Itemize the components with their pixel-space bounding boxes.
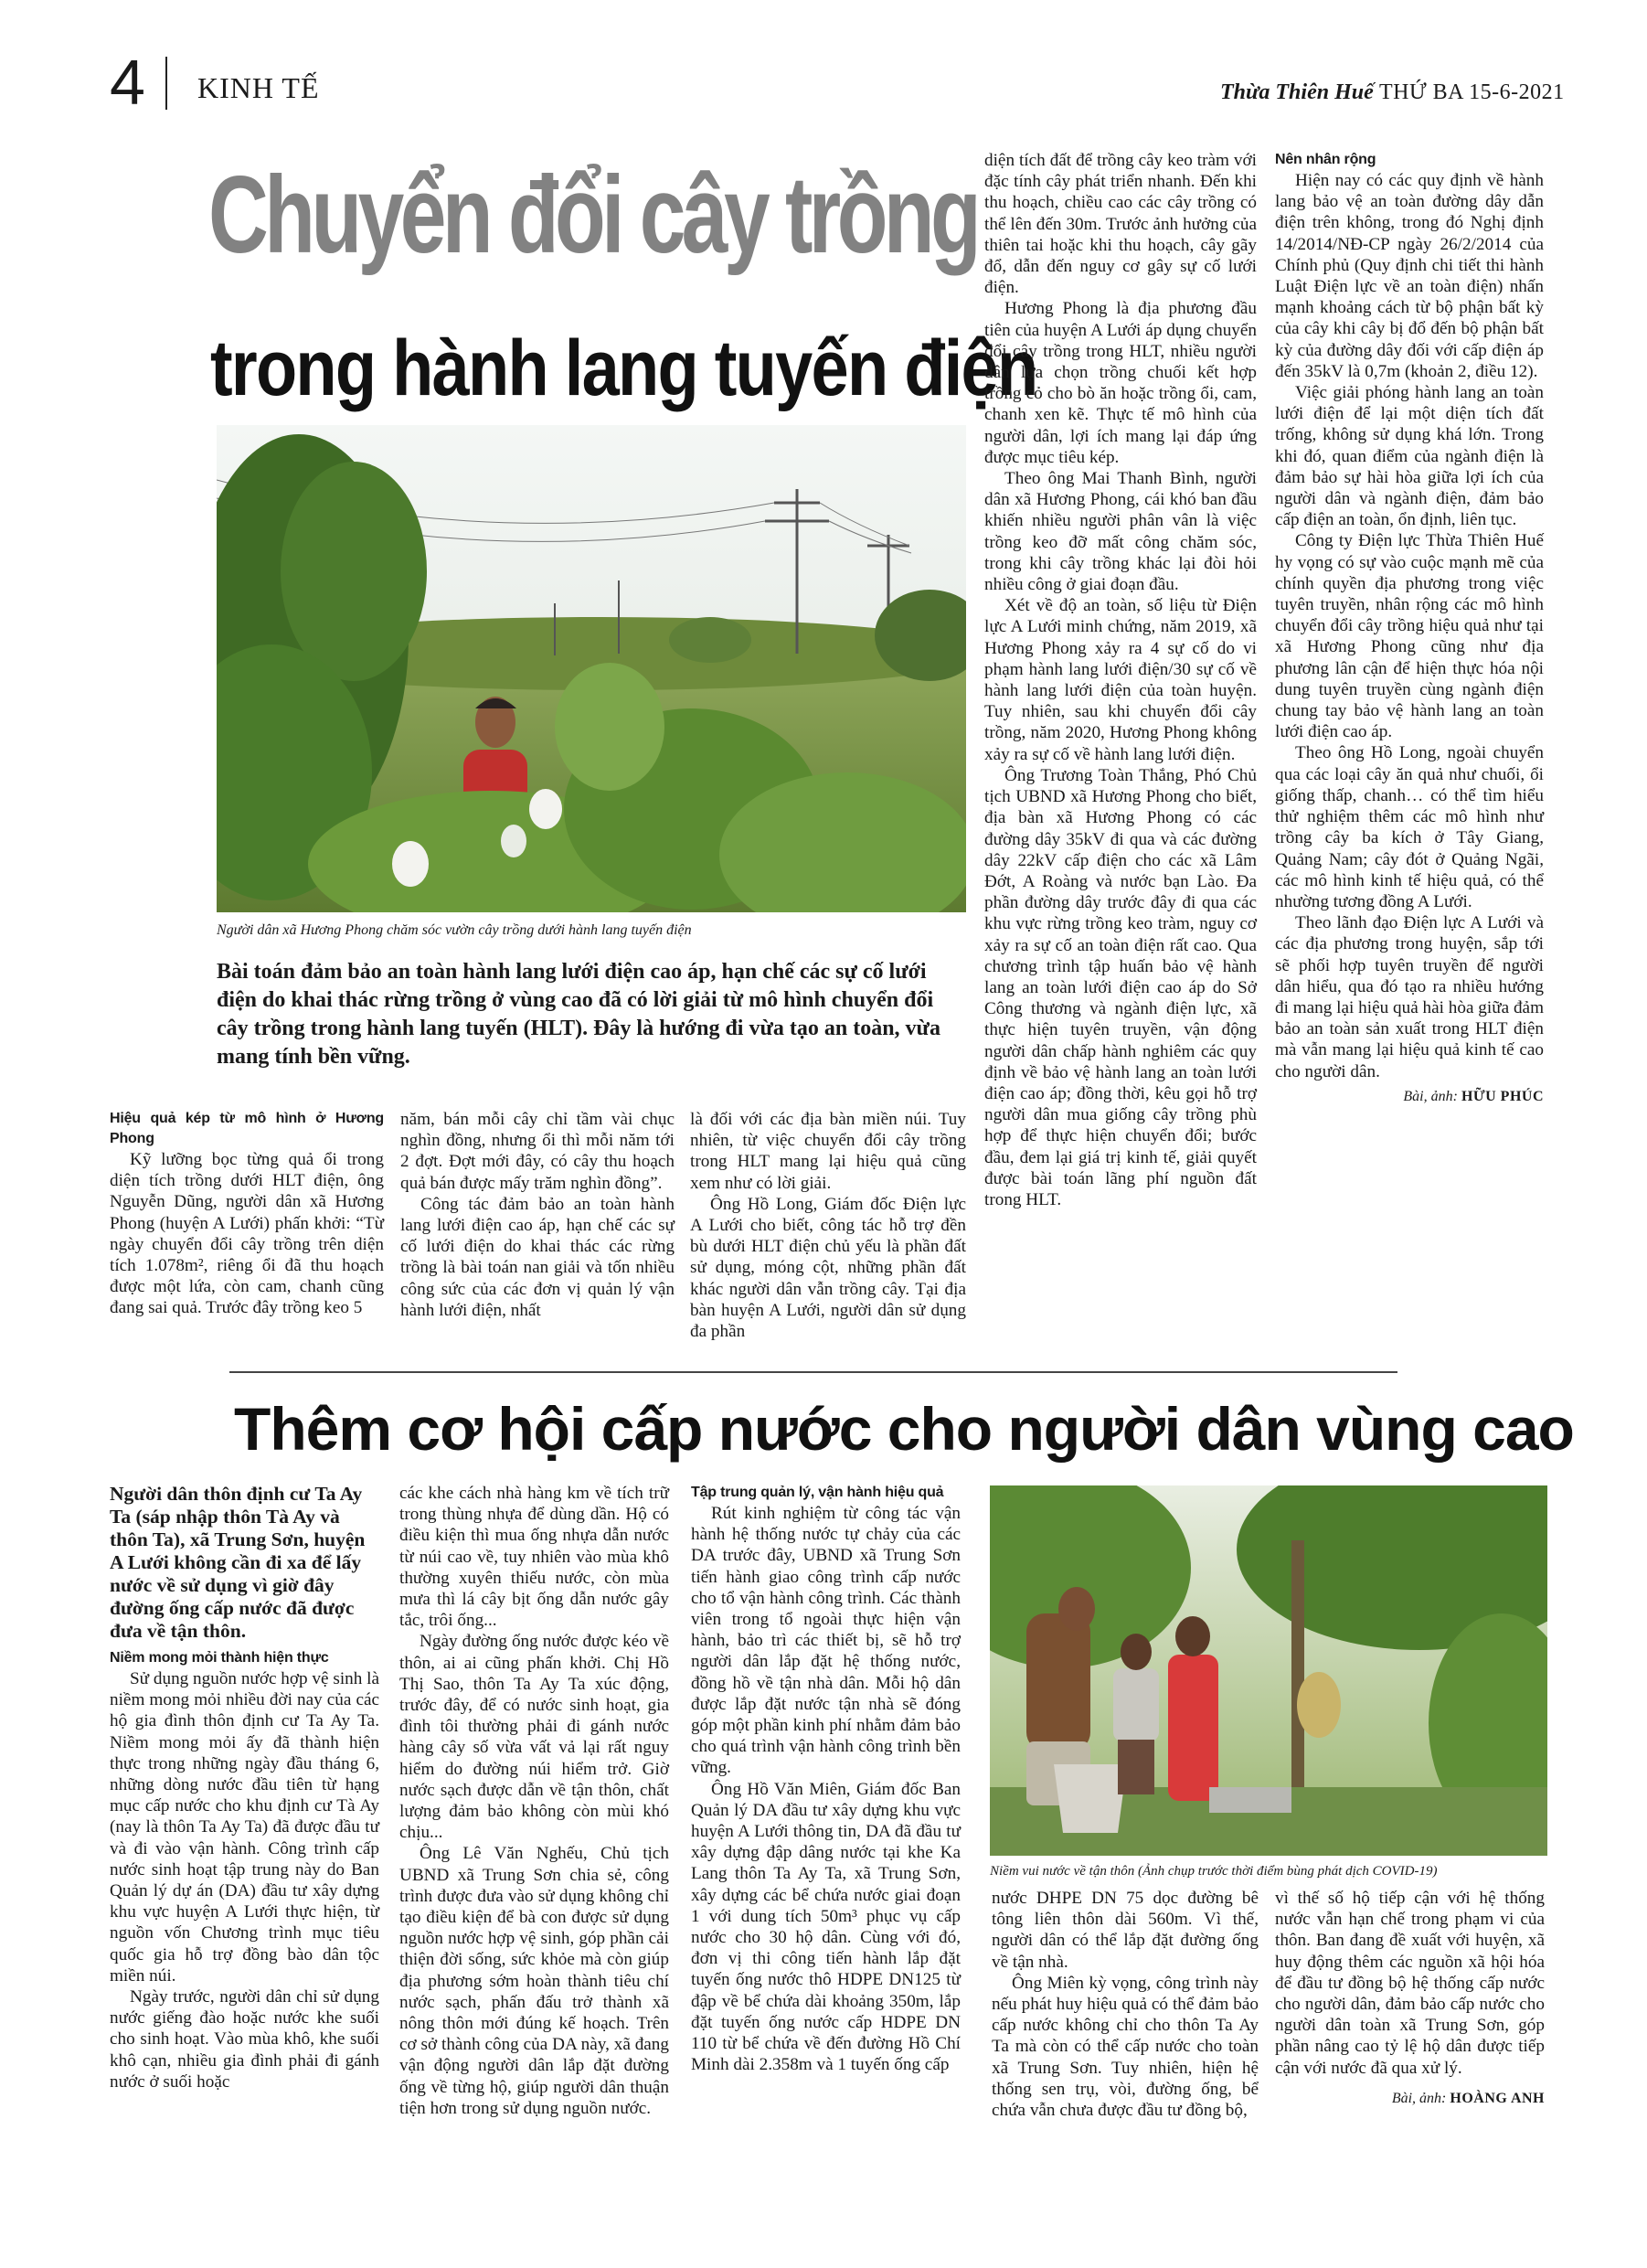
article2-paragraph: Ông Lê Văn Nghếu, Chủ tịch UBND xã Trung Sơn chia sẻ, công trình được đưa vào sử dụng không chỉ tạo điều kiện để bà con được sử dụng nguồn nước hợp vệ sinh, góp phần cải thiện đời sống, sức khỏe mà còn giúp địa phương sớm hoàn thành tiêu chí nước sạch, phấn đấu trở thành xã nông thôn mới đúng kế hoạch. Trên cơ sở thành công của DA này, xã đang vận động người dân lắp đặt đường ống về từng hộ, giúp người dân thuận tiện hơn trong sử dụng nguồn nước.: [399, 1844, 669, 2118]
article2-column-4: [992, 1888, 1259, 2121]
article1-column-3: [690, 1109, 966, 1342]
article1-paragraph: Theo ông Hồ Long, ngoài chuyển qua các loại cây ăn quả như chuối, ổi giống thấp, chanh… có thể tìm hiểu thử nghiệm thêm các mô hình như trồng cây ba kích ở Tây Giang, Quảng Nam; cây đót ở Quảng Ngãi, các mô hình kinh tế hiệu quả, có thể nhường tương đồng A Lưới.: [1275, 743, 1544, 911]
article2-photo-caption: Niềm vui nước về tận thôn (Ảnh chụp trước thời điểm bùng phát dịch COVID-19): [990, 1864, 1438, 1879]
article2-column-3: [691, 1483, 961, 2075]
article2-paragraph: Ông Hồ Văn Miên, Giám đốc Ban Quản lý DA đầu tư xây dựng khu vực huyện A Lưới thông tin, DA đã đầu tư xây dựng đập dâng nước tại khe Ka Lang thôn Ta Ay Ta, xã Trung Sơn, xây dựng các bể chứa nước giai đoạn 1 với dung tích 50m³ phục vụ cấp nước cho 30 hộ dân. Cùng với đó, đơn vị thi công tiến hành lắp đặt tuyến ống nước thô HDPE DN125 từ đập về bể chứa dài khoảng 350m, lắp đặt tuyến ống nước cấp HDPE DN 110 từ bể chứa về đến đường Hồ Chí Minh dài 2.358m và 1 tuyến ống cấp: [691, 1779, 961, 2075]
article2-paragraph: Ông Miên kỳ vọng, công trình này nếu phát huy hiệu quả có thể đảm bảo cấp nước không chỉ cho thôn Ta Ay Ta mà còn có thể cấp nước cho toàn xã Trung Sơn. Tuy nhiên, hiện hệ thống sen trụ, vòi, đường ống, bể chứa vẫn chưa được đầu tư đồng bộ,: [992, 1973, 1259, 2121]
article1-title-line1: Chuyển đổi cây trồng: [208, 154, 978, 276]
article1-column-1: [110, 1109, 384, 1319]
article2-paragraph: Ngày đường ống nước được kéo về thôn, ai ai cũng phấn khởi. Chị Hồ Thị Sao, thôn Ta Ay Ta xúc động, trước đây, để có nước sinh hoạt, gia đình tôi thường phải đi gánh nước hàng cây số vừa vất vả lại rất nguy hiểm do đường núi hiểm trở. Giờ nước sạch được dẫn về tận thôn, chất lượng đảm bảo không còn mùi khó chịu...: [399, 1632, 669, 1843]
article1-column-2: [400, 1109, 675, 1321]
header-divider: [165, 57, 167, 110]
article2-paragraph: Sử dụng nguồn nước hợp vệ sinh là niềm mong mỏi nhiều đời nay của các hộ gia đình thôn định cư Ta Ay Ta. Niềm mong mỏi ấy đã thành hiện thực trong những ngày đầu tháng 6, những dòng nước đầu tiên từ hạng mục cấp nước cho khu định cư Tà Ay (nay là thôn Ta Ay Ta) đã được đầu tư và đi vào vận hành. Công trình cấp nước sinh hoạt tập trung này do Ban Quản lý dự án (DA) đầu tư xây dựng khu vực huyện A Lưới thực hiện, từ nguồn vốn Chương trình mục tiêu quốc gia hỗ trợ đồng bào dân tộc miền núi.: [110, 1669, 379, 1986]
page-number: 4: [110, 47, 145, 118]
section-title: KINH TẾ: [197, 71, 320, 104]
article1-lead: Bài toán đảm bảo an toàn hành lang lưới điện cao áp, hạn chế các sự cố lưới điện do khai thác rừng trồng ở vùng cao đã có lời giải từ mô hình chuyển đổi cây trồng trong hành lang tuyến (HLT). Đây là hướng đi vừa tạo an toàn, vừa mang tính bền vững.: [217, 960, 940, 1069]
article1-paragraph: Hiện nay có các quy định về hành lang bảo vệ an toàn đường dây dẫn điện trên không, trong đó Nghị định 14/2014/NĐ-CP ngày 26/2/2014 của Chính phủ (Quy định chi tiết thi hành Luật Điện lực về an toàn điện) nhấn mạnh khoảng cách từ bộ phận bất kỳ của cây khi cây bị đổ đến bộ phận bất kỳ của đường dây đối với cấp điện áp đến 35kV là 0,7m (khoản 2, điều 12).: [1275, 171, 1544, 381]
article1-paragraph: Theo lãnh đạo Điện lực A Lưới và các địa phương trong huyện, sắp tới sẽ phối hợp tuyên truyền để người dân hiểu, qua đó tạo ra nhiều hướng đi mang lại hiệu quả hài hòa giữa đảm bảo an toàn sản xuất trong HLT điện mà vẫn mang lại hiệu quả kinh tế cao cho người dân.: [1275, 913, 1544, 1081]
article1-paragraph: là đối với các địa bàn miền núi. Tuy nhiên, từ việc chuyển đổi cây trồng trong HLT mang lại hiệu quả cũng xem như có lời giải.: [690, 1110, 966, 1193]
article2-paragraph: vì thế số hộ tiếp cận với hệ thống nước vẫn hạn chế trong phạm vi của thôn. Ban đang đề xuất với huyện, xã huy động thêm các nguồn xã hội hóa để đầu tư đồng bộ hệ thống cấp nước cho người dân, đảm bảo cấp nước cho người dân toàn xã Trung Sơn, góp phần nâng cao tỷ lệ hộ dân được tiếp cận với nước đã qua xử lý.: [1275, 1889, 1545, 2078]
article1-photo-caption: Người dân xã Hương Phong chăm sóc vườn cây trồng dưới hành lang tuyến điện: [217, 922, 692, 938]
article2-column-5: [1275, 1888, 1545, 2109]
article2-paragraph: các khe cách nhà hàng km về tích trữ trong thùng nhựa để dùng dần. Hộ có điều kiện thì mua ống nhựa dẫn nước từ núi cao về, tuy nhiên vào mùa khô thường xuyên thiếu nước, còn mùa mưa thì lá cây bịt ống dẫn nước gây tắc, trôi ống...: [399, 1484, 669, 1631]
article2-paragraph: nước DHPE DN 75 dọc đường bê tông liên thôn dài 560m. Vì thế, người dân có thể lắp đặt đường ống về tận nhà.: [992, 1889, 1259, 1972]
article1-paragraph: Hương Phong là địa phương đầu tiên của huyện A Lưới áp dụng chuyển đổi cây trồng trong HLT, nhiều người dân lựa chọn trồng chuối kết hợp trồng cỏ cho bò ăn hoặc trồng ổi, cam, chanh xen kẽ. Thực tế mô hình của người dân, lợi ích mang lại đáp ứng được mục tiêu kép.: [984, 299, 1257, 467]
article1-column-5: [1275, 150, 1544, 1107]
article1-paragraph: Việc giải phóng hành lang an toàn lưới điện để lại một diện tích đất trống, không sử dụng khá lớn. Trong khi đó, quan điểm của ngành điện là đảm bảo sự hài hòa giữa lợi ích của người dân và ngành điện, đảm bảo cấp điện an toàn, ổn định, liên tục.: [1275, 383, 1544, 530]
article2-byline: Bài, ảnh: HOÀNG ANH: [1391, 2090, 1545, 2106]
article2-subheading-2: Tập trung quản lý, vận hành hiệu quả: [691, 1485, 944, 1500]
publication-name: Thừa Thiên Huế: [1220, 80, 1374, 104]
article1-paragraph: Theo ông Mai Thanh Bình, người dân xã Hương Phong, cái khó ban đầu khiến nhiều người phân vân là việc trồng keo đỡ mất công chăm sóc, trong khi cây trồng khác lại đòi hỏi nhiều công ở giai đoạn đầu.: [984, 469, 1257, 595]
article1-column-4: [984, 150, 1257, 1210]
article1-paragraph: Kỹ lưỡng bọc từng quả ổi trong diện tích trồng dưới HLT điện, ông Nguyễn Dũng, người dân xã Hương Phong (huyện A Lưới) phấn khởi: “Từ ngày chuyển đổi cây trồng trên diện tích 1.078m², riêng ổi đã thu hoạch được một lứa, còn cam, chanh cũng đang sai quả. Trước đây trồng keo 5: [110, 1150, 384, 1318]
article2-title: Thêm cơ hội cấp nước cho người dân vùng cao: [234, 1395, 1574, 1463]
article1-paragraph: Xét về độ an toàn, số liệu từ Điện lực A Lưới minh chứng, năm 2019, xã Hương Phong xảy ra 4 sự cố do vi phạm hành lang lưới điện/30 sự cố về hành lang lưới điện của toàn huyện. Tuy nhiên, sau khi chuyển đổi cây trồng, năm 2020, Hương Phong không xảy ra sự cố về hành lang lưới điện.: [984, 596, 1257, 764]
article1-paragraph: Ông Trương Toàn Thắng, Phó Chủ tịch UBND xã Hương Phong cho biết, địa bàn xã Hương Phong có các đường dây 35kV đi qua và các đường dây 22kV cấp điện cho các xã Lâm Đớt, A Roàng và nước bạn Lào. Đa phần đường dây trước đây đi qua các khu vực rừng trồng keo tràm, nguy cơ xảy ra sự cố an toàn điện rất cao. Qua chương trình tập huấn bảo vệ hành lang an toàn lưới điện cao áp do Sở Công thương và ngành điện lực, xã thực hiện tuyên truyền, vận động người dân chấp hành nghiêm các quy định về bảo vệ hành lang an toàn lưới điện cao áp; đồng thời, kêu gọi hỗ trợ người dân mua giống cây trồng phù hợp để thực hiện chuyển đổi; bước đầu, đem lại giá trị kinh tế, giải quyết được bài toán lãng phí nguồn đất trong HLT.: [984, 765, 1257, 1209]
issue-date: THỨ BA 15-6-2021: [1379, 80, 1565, 104]
article1-photo: [217, 425, 966, 912]
article-divider: [229, 1371, 1397, 1373]
orchard-photo-illustration: [217, 425, 966, 912]
article1-byline: Bài, ảnh: HỮU PHÚC: [1403, 1088, 1544, 1104]
article2-author: HOÀNG ANH: [1450, 2090, 1545, 2106]
water-photo-illustration: [990, 1485, 1547, 1856]
article2-column-2: [399, 1483, 669, 2119]
article2-photo: [990, 1485, 1547, 1856]
article2-paragraph: Ngày trước, người dân chỉ sử dụng nước giếng đào hoặc nước khe suối cho sinh hoạt. Vào mùa khô, khe suối khô cạn, nhiều gia đình phải đi gánh nước ở suối hoặc: [110, 1987, 379, 2092]
article1-title-line2: trong hành lang tuyến điện: [210, 325, 1037, 412]
article1-paragraph: Công tác đảm bảo an toàn hành lang lưới điện cao áp, hạn chế các sự cố lưới điện do khai thác các rừng trồng là bài toán nan giải và tốn nhiều công sức của các đơn vị quản lý vận hành lưới điện, nhất: [400, 1194, 675, 1320]
article1-paragraph: Công ty Điện lực Thừa Thiên Huế hy vọng có sự vào cuộc mạnh mẽ của chính quyền địa phương trong việc tuyên truyền, nhân rộng các mô hình chuyển đổi cây trồng hiệu quả như tại xã Hương Phong cũng như địa phương lân cận để hiện thực hóa nội dung tuyên truyền cùng ngành điện chung tay bảo vệ hành lang an toàn lưới điện cao áp.: [1275, 531, 1544, 742]
article2-column-1: [110, 1483, 379, 2092]
article2-subheading-1: Niềm mong mỏi thành hiện thực: [110, 1650, 329, 1666]
article1-paragraph: Ông Hồ Long, Giám đốc Điện lực A Lưới cho biết, công tác hỗ trợ đền bù dưới HLT điện chủ yếu là phần đất sử dụng, móng cột, những phần đất khác người dân vẫn trồng cây. Tại địa bàn huyện A Lưới, người dân sử dụng đa phần: [690, 1194, 966, 1342]
article2-lead: Người dân thôn định cư Ta Ay Ta (sáp nhập thôn Tà Ay và thôn Ta), xã Trung Sơn, huyện A Lưới không cần đi xa để lấy nước về sử dụng vì giờ đây đường ống cấp nước đã được đưa về tận thôn.: [110, 1483, 366, 1642]
article1-paragraph: năm, bán mỗi cây chỉ tầm vài chục nghìn đồng, nhưng ổi thì mỗi năm tới 2 đợt. Đợt mới đây, có cây thu hoạch quả bán được mấy trăm nghìn đồng”.: [400, 1110, 675, 1193]
article1-paragraph: diện tích đất để trồng cây keo tràm với đặc tính cây phát triển nhanh. Đến khi thu hoạch, chiều cao các cây trồng có thể lên đến 30m. Trước ảnh hưởng của thiên tai hoặc khi thu hoạch, cây gãy đổ, dẫn đến nguy cơ gây sự cố lưới điện.: [984, 151, 1257, 298]
article1-subheading-2: Nên nhân rộng: [1275, 152, 1376, 167]
article1-subheading-1: Hiệu quả kép từ mô hình ở Hương Phong: [110, 1111, 384, 1146]
article1-author: HỮU PHÚC: [1461, 1088, 1544, 1104]
article2-paragraph: Rút kinh nghiệm từ công tác vận hành hệ thống nước tự chảy của các DA trước đây, UBND xã Trung Sơn tiến hành giao công trình cấp nước cho tổ vận hành công trình. Các thành viên trong tổ ngoài thực hiện vận hành, bảo trì các thiết bị, sẽ hỗ trợ người dân lắp đặt hệ thống nước, đồng hồ về tận nhà dân. Mỗi hộ dân được lắp đặt nước tận nhà sẽ đóng góp một phần kinh phí nhằm đảm bảo cho quá trình vận hành công trình bền vững.: [691, 1504, 961, 1778]
